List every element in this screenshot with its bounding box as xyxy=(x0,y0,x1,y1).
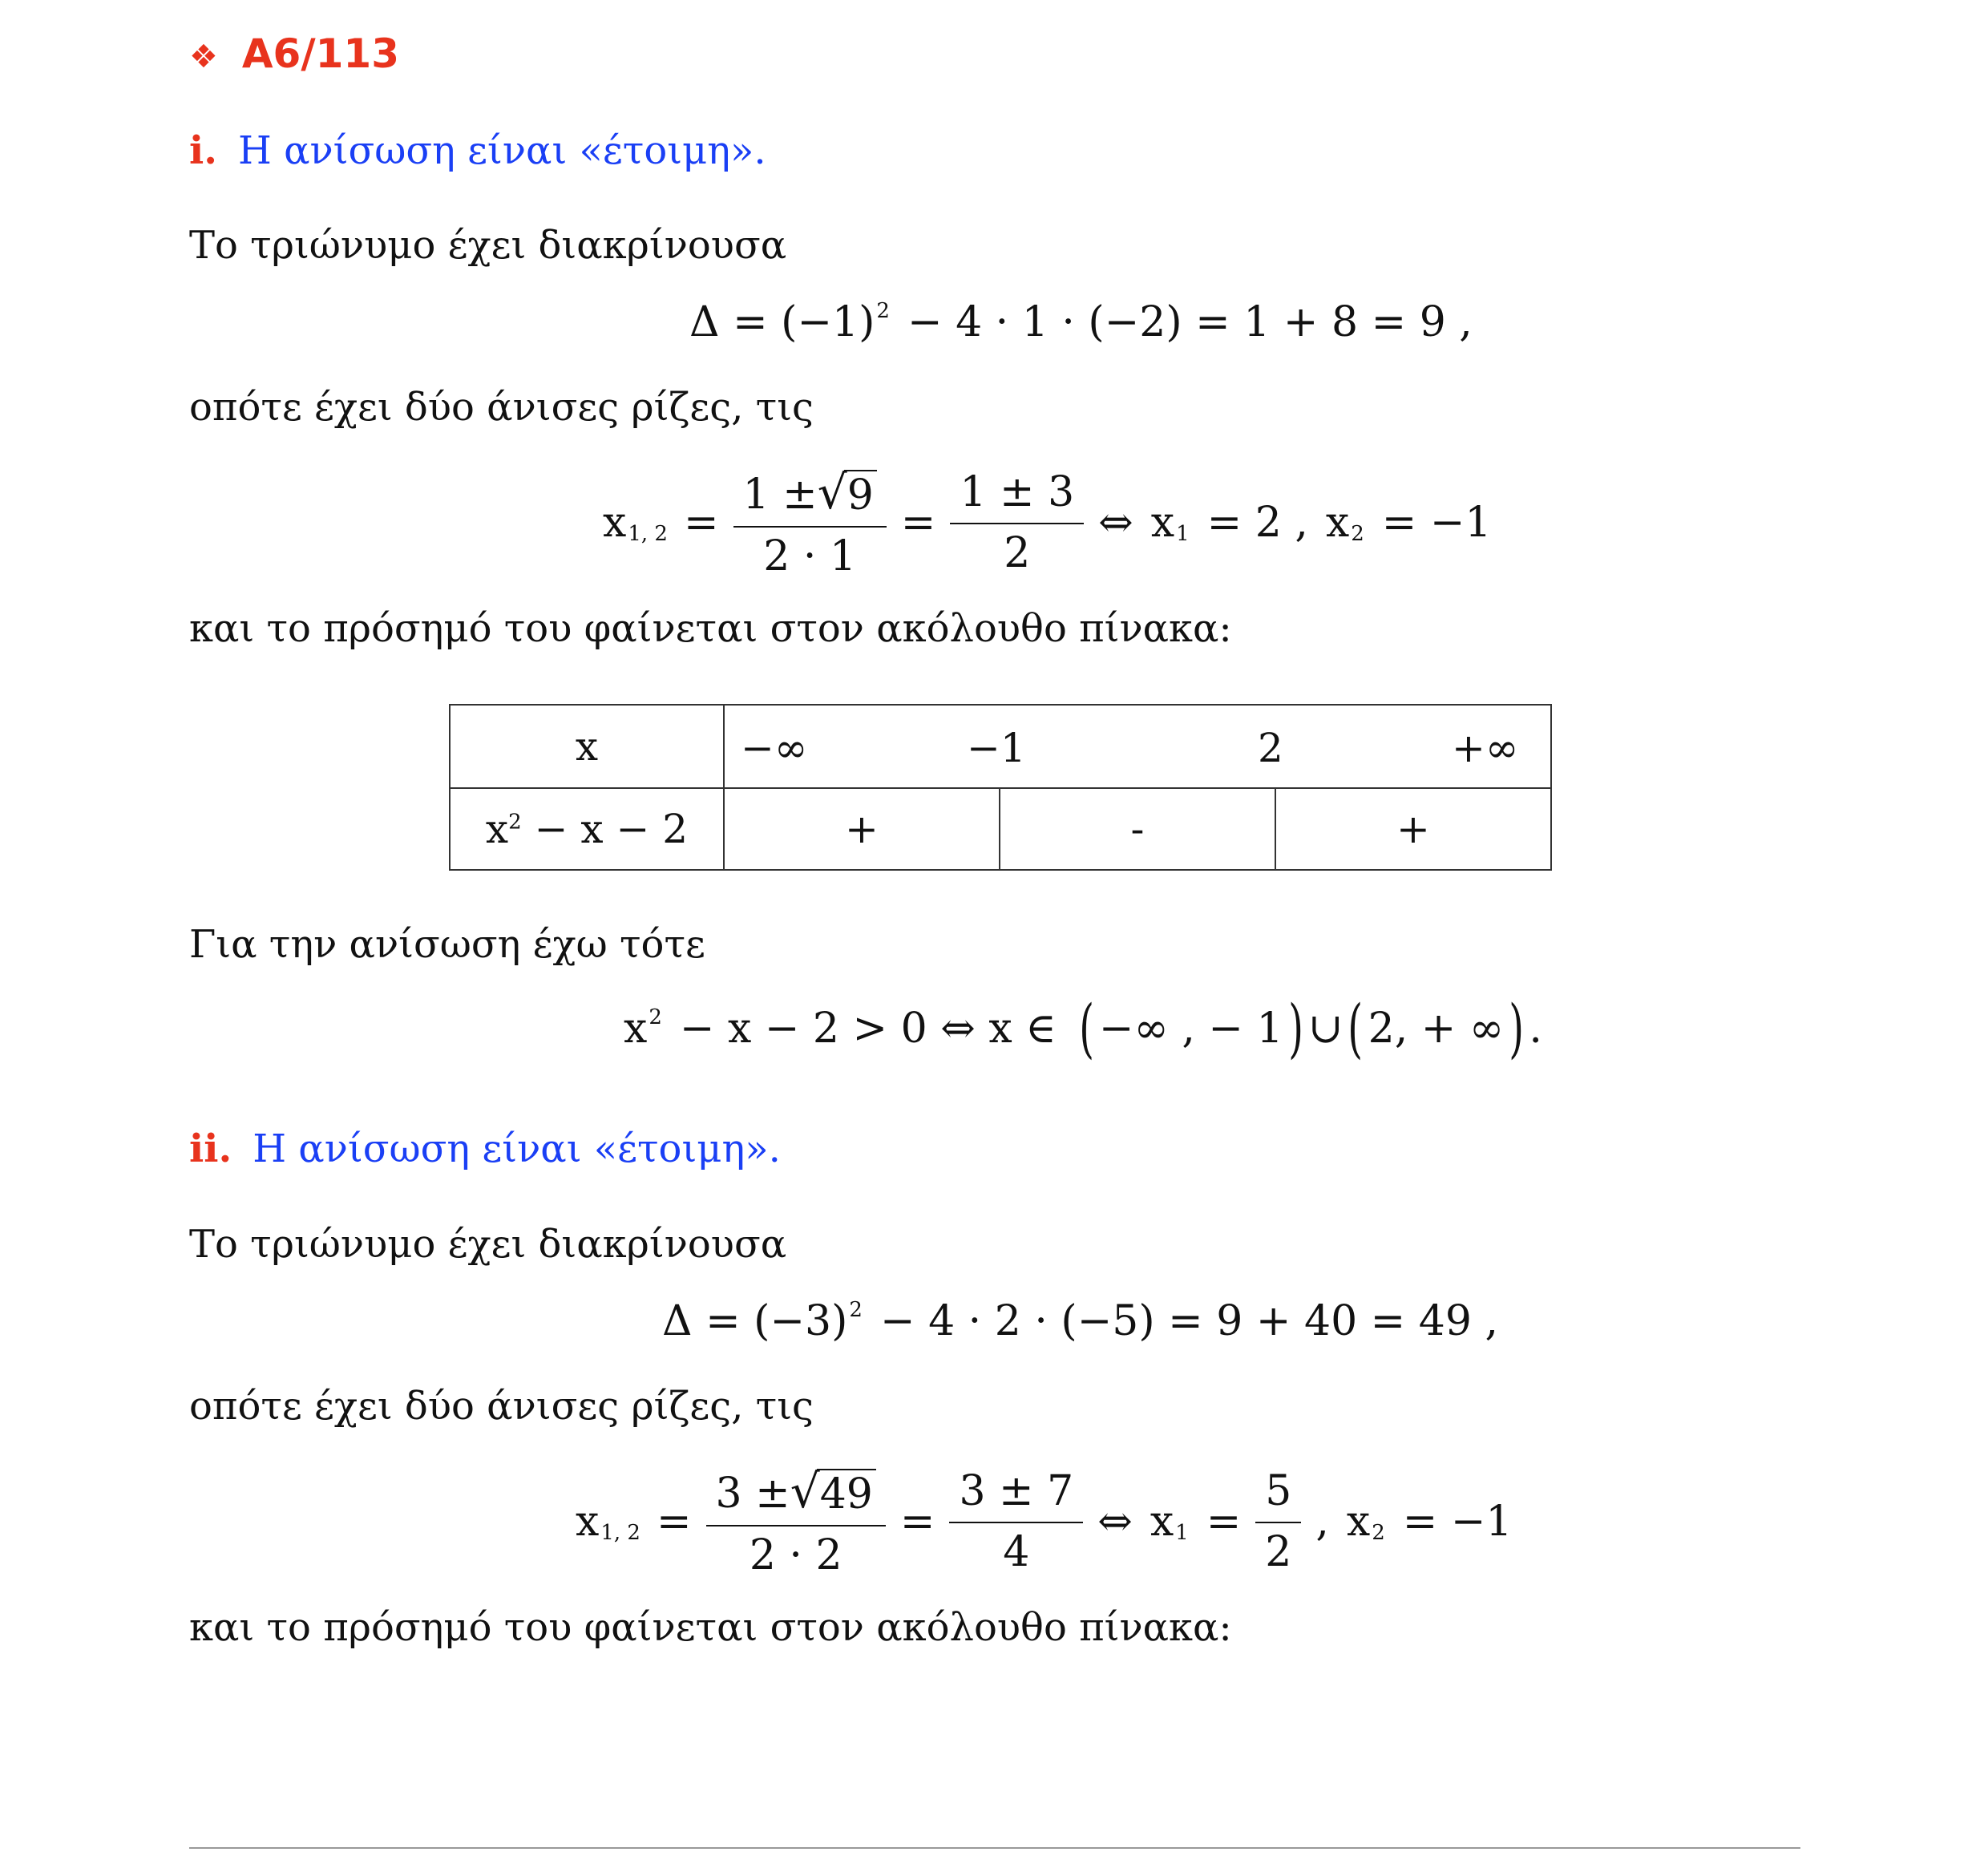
part1-heading xyxy=(189,128,766,173)
sign-cell-2: - xyxy=(1000,788,1275,870)
part2-fraction-simplified: $\frac{3 \pm 7}{4}$ xyxy=(949,1467,1083,1576)
part2-title: Η ανίσωση είναι «έτοιμη». xyxy=(253,1126,781,1171)
part2-discriminant-equation: Δ = (−3) $^2$ − 4 · 2 · (−5) = 9 + 40 = 49 , xyxy=(662,1297,1499,1345)
part1-roots-equation: x $_{1, 2}$ = 1 ± √ 9 2 · 1 = $\frac{1 \pm 3}{2}$ ⇔ x $_1$ = 2 , x $_2$ = −1 xyxy=(603,465,1492,580)
part1-fraction-simplified: $\frac{1 \pm 3}{2}$ xyxy=(950,468,1084,577)
sqrt-icon: √ xyxy=(817,465,847,520)
sqrt-icon: √ xyxy=(790,1464,820,1518)
point-minus-infinity: −∞ xyxy=(741,725,808,771)
part1-text-discriminant: Το τριώνυμο έχει διακρίνουσα xyxy=(189,223,787,268)
table-polynomial-label: $x^2 - x - 2$ xyxy=(450,788,724,870)
point-root-1: −1 xyxy=(967,725,1026,771)
footer-divider xyxy=(189,1847,1800,1849)
part1-text-conclusion: Για την ανίσωση έχω τότε xyxy=(189,922,705,967)
part1-text-table-intro: και το πρόσημό του φαίνεται στον ακόλουθο πίνακα: xyxy=(189,606,1232,651)
table-row xyxy=(450,788,1551,870)
part1-result-equation: x $^2$ − x − 2 > 0 ⇔ x ∈ ( −∞ , − 1 ) ∪ ( 2, + ∞ ) . xyxy=(624,991,1542,1065)
part2-text-table-intro: και το πρόσημό του φαίνεται στον ακόλουθο πίνακα: xyxy=(189,1605,1232,1650)
part2-root1-fraction: $\frac{5}{2}$ xyxy=(1255,1467,1301,1576)
part1-text-roots: οπότε έχει δύο άνισες ρίζες, τις xyxy=(189,385,814,430)
sign-table xyxy=(449,704,1552,871)
sign-cell-1: + xyxy=(724,788,1000,870)
sign-cell-3: + xyxy=(1275,788,1551,870)
part2-text-discriminant: Το τριώνυμο έχει διακρίνουσα xyxy=(189,1222,787,1267)
part2-fraction-sqrt: 3 ± √ 49 2 · 2 xyxy=(706,1464,886,1579)
table-points-cell xyxy=(724,705,1551,788)
part2-number: ii. xyxy=(189,1126,232,1171)
point-plus-infinity: +∞ xyxy=(1452,725,1519,771)
part2-roots-equation: x $_{1, 2}$ = 3 ± √ 49 2 · 2 = $\frac{3 \pm 7}{4}$ ⇔ x $_1$ = $\frac{5}{2}$ , x $_2$ = −1 xyxy=(576,1464,1513,1579)
part2-text-roots: οπότε έχει δύο άνισες ρίζες, τις xyxy=(189,1384,814,1429)
point-root-2: 2 xyxy=(1258,725,1283,771)
diamond-icon: ❖ xyxy=(189,38,218,75)
part1-fraction-sqrt: 1 ± √ 9 2 · 1 xyxy=(733,465,887,580)
part1-title: Η ανίσωση είναι «έτοιμη». xyxy=(237,128,766,173)
part2-heading xyxy=(189,1126,781,1171)
table-header-x: x xyxy=(450,705,724,788)
page-header xyxy=(189,30,399,77)
exercise-title: A6/113 xyxy=(241,30,399,77)
table-row xyxy=(450,705,1551,788)
part1-discriminant-equation: Δ = (−1) $^2$ − 4 · 1 · (−2) = 1 + 8 = 9 , xyxy=(689,298,1473,346)
part1-number: i. xyxy=(189,128,217,173)
